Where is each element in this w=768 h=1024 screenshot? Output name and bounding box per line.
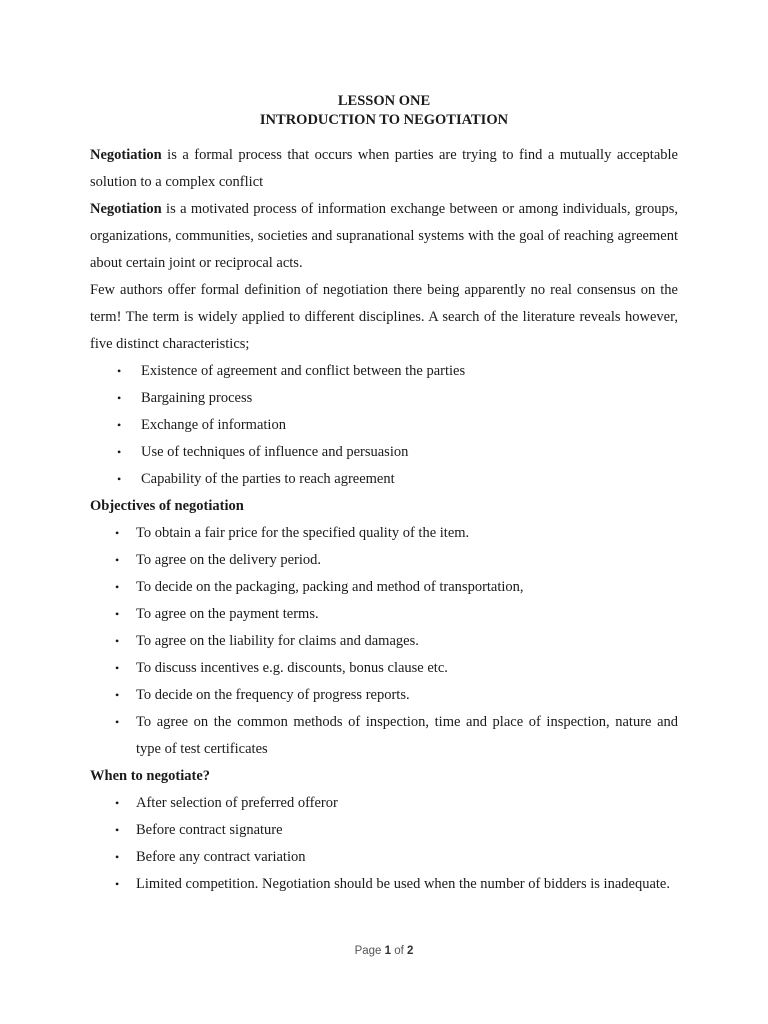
bullet-icon: • <box>117 364 122 378</box>
total-page-number: 2 <box>407 945 414 957</box>
definition-term-2: Negotiation <box>90 201 162 217</box>
characteristics-list <box>90 358 678 493</box>
when-to-negotiate-heading: When to negotiate? <box>90 768 211 784</box>
characteristics-intro-paragraph: Few authors offer formal definition of negotiation there being apparently no real consensus on the term! The term is widely applied to different disciplines. A search of the literature reveals however, five distinct characteristics; <box>90 282 678 352</box>
bullet-icon: • <box>115 580 120 594</box>
title-block <box>90 92 678 130</box>
definition-term-1: Negotiation <box>90 147 162 163</box>
bullet-icon: • <box>117 418 122 432</box>
list-item: • Use of techniques of influence and persuasion <box>90 439 678 466</box>
when-list <box>90 790 678 898</box>
list-item: • Exchange of information <box>90 412 678 439</box>
objectives-heading: Objectives of negotiation <box>90 498 244 514</box>
bullet-icon: • <box>117 445 122 459</box>
bullet-icon: • <box>115 661 120 675</box>
bullet-icon: • <box>115 715 120 729</box>
list-item: • To agree on the delivery period. <box>90 547 678 574</box>
bullet-icon: • <box>115 850 120 864</box>
list-item: • To agree on the payment terms. <box>90 601 678 628</box>
bullet-icon: • <box>115 796 120 810</box>
list-item: • To agree on the liability for claims and damages. <box>90 628 678 655</box>
list-item: • Before any contract variation <box>90 844 678 871</box>
list-item: • Capability of the parties to reach agreement <box>90 466 678 493</box>
bullet-icon: • <box>115 553 120 567</box>
list-item: • To discuss incentives e.g. discounts, bonus clause etc. <box>90 655 678 682</box>
definition-paragraph-2 <box>90 196 678 277</box>
list-item: • Limited competition. Negotiation should be used when the number of bidders is inadequate. <box>90 871 678 898</box>
bullet-icon: • <box>115 634 120 648</box>
bullet-icon: • <box>115 823 120 837</box>
objectives-list <box>90 520 678 763</box>
bullet-icon: • <box>115 526 120 540</box>
page-number-footer: Page 1 of 2 <box>354 945 414 957</box>
list-item: • After selection of preferred offeror <box>90 790 678 817</box>
bullet-icon: • <box>117 472 122 486</box>
list-item: • To decide on the frequency of progress reports. <box>90 682 678 709</box>
document-body <box>90 92 678 898</box>
list-item: • Bargaining process <box>90 385 678 412</box>
list-item: • To agree on the common methods of inspection, time and place of inspection, nature and type of test certificates <box>90 709 678 763</box>
lesson-subtitle: INTRODUCTION TO NEGOTIATION <box>259 112 509 128</box>
definition-paragraph-1 <box>90 142 678 196</box>
bullet-icon: • <box>115 877 120 891</box>
bullet-icon: • <box>117 391 122 405</box>
definition-text-2: is a motivated process of information exchange between or among individuals, groups, organizations, communities, societies and supranational systems with the goal of reaching agreement about certain joint or reciprocal acts. <box>90 201 678 271</box>
definition-text-1: is a formal process that occurs when parties are trying to find a mutually acceptable solution to a complex conflict <box>90 147 678 190</box>
current-page-number: 1 <box>384 945 392 957</box>
lesson-title: LESSON ONE <box>337 93 431 109</box>
list-item: • Existence of agreement and conflict between the parties <box>90 358 678 385</box>
list-item: • Before contract signature <box>90 817 678 844</box>
list-item: • To obtain a fair price for the specified quality of the item. <box>90 520 678 547</box>
list-item: • To decide on the packaging, packing and method of transportation, <box>90 574 678 601</box>
bullet-icon: • <box>115 607 120 621</box>
bullet-icon: • <box>115 688 120 702</box>
